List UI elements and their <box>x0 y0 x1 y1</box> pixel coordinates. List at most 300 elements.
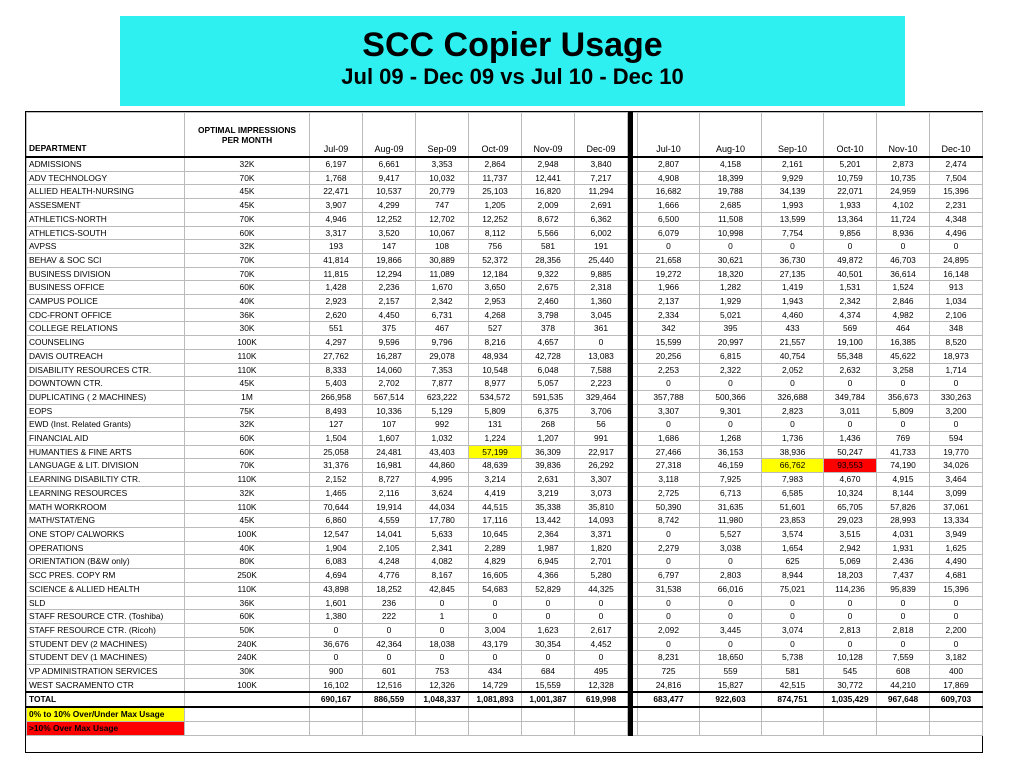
value-cell-2009: 236 <box>363 596 416 610</box>
value-cell-2009: 0 <box>575 336 628 350</box>
value-cell-2010: 36,614 <box>877 267 930 281</box>
value-cell-2009: 25,440 <box>575 253 628 267</box>
optimal-cell: 40K <box>185 295 310 309</box>
total-optimal-empty <box>185 692 310 707</box>
value-cell-2009: 44,034 <box>416 500 469 514</box>
department-cell: EOPS <box>27 404 185 418</box>
value-cell-2010: 10,128 <box>824 651 877 665</box>
value-cell-2009: 2,157 <box>363 295 416 309</box>
value-cell-2009: 5,566 <box>522 226 575 240</box>
value-cell-2010: 8,144 <box>877 486 930 500</box>
optimal-cell: 110K <box>185 582 310 596</box>
value-cell-2010: 4,982 <box>877 308 930 322</box>
value-cell-2010: 0 <box>700 418 762 432</box>
optimal-cell: 45K <box>185 514 310 528</box>
optimal-cell: 60K <box>185 432 310 446</box>
value-cell-2010: 8,936 <box>877 226 930 240</box>
value-cell-2010: 330,263 <box>930 390 983 404</box>
value-cell-2009: 52,829 <box>522 582 575 596</box>
value-cell-2010: 2,632 <box>824 363 877 377</box>
legend-empty-cell <box>575 721 628 735</box>
value-cell-2009: 1,205 <box>469 199 522 213</box>
value-cell-2010: 2,322 <box>700 363 762 377</box>
value-cell-2010: 29,023 <box>824 514 877 528</box>
value-cell-2010: 2,873 <box>877 157 930 171</box>
header-optimal-line2: PER MONTH <box>221 134 273 145</box>
value-cell-2009: 35,810 <box>575 500 628 514</box>
value-cell-2010: 11,724 <box>877 212 930 226</box>
value-cell-2009: 12,294 <box>363 267 416 281</box>
value-cell-2009: 0 <box>469 651 522 665</box>
value-cell-2009: 9,596 <box>363 336 416 350</box>
value-cell-2009: 329,464 <box>575 390 628 404</box>
value-cell-2009: 2,948 <box>522 157 575 171</box>
value-cell-2009: 2,009 <box>522 199 575 213</box>
department-cell: ATHLETICS-SOUTH <box>27 226 185 240</box>
value-cell-2009: 361 <box>575 322 628 336</box>
value-cell-2010: 1,282 <box>700 281 762 295</box>
value-cell-2010: 42,515 <box>762 678 824 692</box>
department-cell: STAFF RESOURCE CTR. (Ricoh) <box>27 623 185 637</box>
department-cell: COLLEGE RELATIONS <box>27 322 185 336</box>
value-cell-2010: 2,818 <box>877 623 930 637</box>
value-cell-2010: 22,071 <box>824 185 877 199</box>
value-cell-2010: 3,445 <box>700 623 762 637</box>
value-cell-2009: 3,520 <box>363 226 416 240</box>
value-cell-2010: 3,307 <box>638 404 700 418</box>
value-cell-2009: 534,572 <box>469 390 522 404</box>
table-row <box>27 610 983 624</box>
value-cell-2010: 0 <box>638 596 700 610</box>
legend-empty-cell <box>310 707 363 721</box>
value-cell-2009: 222 <box>363 610 416 624</box>
value-cell-2009: 5,129 <box>416 404 469 418</box>
header-month-2009: Nov-09 <box>522 113 575 158</box>
value-cell-2010: 3,011 <box>824 404 877 418</box>
value-cell-2009: 1,428 <box>310 281 363 295</box>
value-cell-2010: 5,201 <box>824 157 877 171</box>
value-cell-2009: 5,633 <box>416 527 469 541</box>
value-cell-2009: 10,645 <box>469 527 522 541</box>
total-value-2009: 1,048,337 <box>416 692 469 707</box>
value-cell-2009: 3,045 <box>575 308 628 322</box>
table-row <box>27 459 983 473</box>
department-cell: ASSESMENT <box>27 199 185 213</box>
optimal-cell: 45K <box>185 185 310 199</box>
value-cell-2009: 2,236 <box>363 281 416 295</box>
value-cell-2009: 0 <box>363 651 416 665</box>
legend-empty-cell <box>762 707 824 721</box>
value-cell-2010: 4,158 <box>700 157 762 171</box>
value-cell-2010: 1,714 <box>930 363 983 377</box>
value-cell-2010: 7,925 <box>700 473 762 487</box>
value-cell-2009: 1,032 <box>416 432 469 446</box>
value-cell-2010: 36,153 <box>700 445 762 459</box>
value-cell-2010: 74,190 <box>877 459 930 473</box>
value-cell-2009: 14,060 <box>363 363 416 377</box>
value-cell-2009: 7,217 <box>575 171 628 185</box>
value-cell-2010: 356,673 <box>877 390 930 404</box>
table-row <box>27 582 983 596</box>
value-cell-2009: 495 <box>575 665 628 679</box>
value-cell-2010: 4,681 <box>930 569 983 583</box>
value-cell-2010: 1,436 <box>824 432 877 446</box>
value-cell-2009: 4,694 <box>310 569 363 583</box>
value-cell-2009: 12,516 <box>363 678 416 692</box>
value-cell-2010: 4,102 <box>877 199 930 213</box>
value-cell-2010: 49,872 <box>824 253 877 267</box>
value-cell-2010: 2,813 <box>824 623 877 637</box>
department-cell: VP ADMINISTRATION SERVICES <box>27 665 185 679</box>
value-cell-2010: 3,200 <box>930 404 983 418</box>
department-cell: BUSINESS OFFICE <box>27 281 185 295</box>
value-cell-2010: 0 <box>638 240 700 254</box>
value-cell-2009: 3,317 <box>310 226 363 240</box>
value-cell-2009: 3,004 <box>469 623 522 637</box>
value-cell-2010: 0 <box>700 610 762 624</box>
value-cell-2009: 30,889 <box>416 253 469 267</box>
value-cell-2010: 0 <box>638 377 700 391</box>
value-cell-2009: 1,601 <box>310 596 363 610</box>
value-cell-2009: 6,945 <box>522 555 575 569</box>
department-cell: STAFF RESOURCE CTR. (Toshiba) <box>27 610 185 624</box>
value-cell-2010: 16,385 <box>877 336 930 350</box>
value-cell-2010: 30,772 <box>824 678 877 692</box>
header-month-2010: Aug-10 <box>700 113 762 158</box>
value-cell-2009: 11,089 <box>416 267 469 281</box>
value-cell-2010: 21,658 <box>638 253 700 267</box>
value-cell-2009: 2,702 <box>363 377 416 391</box>
value-cell-2009: 12,441 <box>522 171 575 185</box>
value-cell-2009: 2,864 <box>469 157 522 171</box>
value-cell-2009: 0 <box>310 651 363 665</box>
value-cell-2010: 581 <box>762 665 824 679</box>
value-cell-2010: 3,464 <box>930 473 983 487</box>
value-cell-2009: 36,676 <box>310 637 363 651</box>
value-cell-2009: 131 <box>469 418 522 432</box>
legend-empty-cell <box>700 707 762 721</box>
value-cell-2010: 13,599 <box>762 212 824 226</box>
department-cell: AVPSS <box>27 240 185 254</box>
total-value-2010: 683,477 <box>638 692 700 707</box>
value-cell-2009: 12,252 <box>469 212 522 226</box>
legend-empty-cell <box>185 707 310 721</box>
value-cell-2009: 527 <box>469 322 522 336</box>
value-cell-2009: 9,885 <box>575 267 628 281</box>
value-cell-2009: 4,268 <box>469 308 522 322</box>
value-cell-2010: 0 <box>824 418 877 432</box>
value-cell-2010: 769 <box>877 432 930 446</box>
value-cell-2010: 50,247 <box>824 445 877 459</box>
value-cell-2009: 19,866 <box>363 253 416 267</box>
table-row <box>27 623 983 637</box>
value-cell-2009: 4,452 <box>575 637 628 651</box>
value-cell-2010: 19,272 <box>638 267 700 281</box>
optimal-cell: 70K <box>185 212 310 226</box>
value-cell-2009: 43,898 <box>310 582 363 596</box>
value-cell-2009: 6,197 <box>310 157 363 171</box>
value-cell-2010: 0 <box>638 637 700 651</box>
value-cell-2010: 0 <box>877 610 930 624</box>
legend-empty-cell <box>522 721 575 735</box>
optimal-cell: 110K <box>185 349 310 363</box>
table-row <box>27 390 983 404</box>
value-cell-2009: 581 <box>522 240 575 254</box>
value-cell-2009: 0 <box>575 596 628 610</box>
value-cell-2010: 66,762 <box>762 459 824 473</box>
value-cell-2010: 2,725 <box>638 486 700 500</box>
department-cell: BEHAV & SOC SCI <box>27 253 185 267</box>
table-row <box>27 445 983 459</box>
value-cell-2009: 0 <box>469 610 522 624</box>
value-cell-2010: 114,236 <box>824 582 877 596</box>
value-cell-2009: 10,336 <box>363 404 416 418</box>
optimal-cell: 45K <box>185 199 310 213</box>
value-cell-2009: 12,702 <box>416 212 469 226</box>
table-row <box>27 185 983 199</box>
optimal-cell: 60K <box>185 445 310 459</box>
legend-empty-cell <box>310 721 363 735</box>
value-cell-2010: 1,524 <box>877 281 930 295</box>
optimal-cell: 60K <box>185 610 310 624</box>
value-cell-2010: 7,983 <box>762 473 824 487</box>
optimal-cell: 250K <box>185 569 310 583</box>
value-cell-2009: 8,167 <box>416 569 469 583</box>
total-value-2010: 922,603 <box>700 692 762 707</box>
value-cell-2010: 0 <box>824 637 877 651</box>
value-cell-2009: 48,639 <box>469 459 522 473</box>
usage-table <box>26 112 983 736</box>
value-cell-2010: 0 <box>877 418 930 432</box>
table-row <box>27 404 983 418</box>
table-row <box>27 171 983 185</box>
value-cell-2009: 4,776 <box>363 569 416 583</box>
value-cell-2010: 2,137 <box>638 295 700 309</box>
value-cell-2010: 55,348 <box>824 349 877 363</box>
value-cell-2010: 37,061 <box>930 500 983 514</box>
optimal-cell: 100K <box>185 336 310 350</box>
optimal-cell: 40K <box>185 541 310 555</box>
value-cell-2009: 12,184 <box>469 267 522 281</box>
value-cell-2010: 608 <box>877 665 930 679</box>
page-title: SCC Copier Usage <box>362 26 663 64</box>
value-cell-2009: 6,731 <box>416 308 469 322</box>
value-cell-2010: 1,034 <box>930 295 983 309</box>
value-cell-2009: 2,923 <box>310 295 363 309</box>
value-cell-2010: 0 <box>824 596 877 610</box>
value-cell-2010: 2,474 <box>930 157 983 171</box>
value-cell-2010: 15,599 <box>638 336 700 350</box>
value-cell-2009: 0 <box>522 596 575 610</box>
value-cell-2010: 433 <box>762 322 824 336</box>
value-cell-2009: 3,353 <box>416 157 469 171</box>
value-cell-2010: 4,374 <box>824 308 877 322</box>
value-cell-2009: 1,607 <box>363 432 416 446</box>
value-cell-2009: 0 <box>575 610 628 624</box>
value-cell-2010: 3,574 <box>762 527 824 541</box>
value-cell-2009: 1,380 <box>310 610 363 624</box>
value-cell-2009: 70,644 <box>310 500 363 514</box>
value-cell-2009: 3,706 <box>575 404 628 418</box>
value-cell-2010: 342 <box>638 322 700 336</box>
value-cell-2009: 25,058 <box>310 445 363 459</box>
value-cell-2009: 601 <box>363 665 416 679</box>
value-cell-2009: 0 <box>522 610 575 624</box>
table-row <box>27 418 983 432</box>
value-cell-2010: 0 <box>930 418 983 432</box>
value-cell-2009: 10,537 <box>363 185 416 199</box>
value-cell-2010: 16,682 <box>638 185 700 199</box>
value-cell-2010: 1,654 <box>762 541 824 555</box>
value-cell-2009: 4,299 <box>363 199 416 213</box>
value-cell-2010: 10,324 <box>824 486 877 500</box>
value-cell-2009: 6,048 <box>522 363 575 377</box>
value-cell-2009: 1,904 <box>310 541 363 555</box>
value-cell-2010: 0 <box>762 240 824 254</box>
table-row <box>27 569 983 583</box>
department-cell: COUNSELING <box>27 336 185 350</box>
value-cell-2010: 5,738 <box>762 651 824 665</box>
total-value-2009: 886,559 <box>363 692 416 707</box>
total-value-2009: 1,081,893 <box>469 692 522 707</box>
optimal-cell: 60K <box>185 226 310 240</box>
table-row <box>27 527 983 541</box>
header-month-2010: Jul-10 <box>638 113 700 158</box>
value-cell-2010: 3,118 <box>638 473 700 487</box>
value-cell-2009: 6,860 <box>310 514 363 528</box>
value-cell-2010: 400 <box>930 665 983 679</box>
value-cell-2010: 0 <box>700 555 762 569</box>
value-cell-2010: 23,853 <box>762 514 824 528</box>
value-cell-2009: 756 <box>469 240 522 254</box>
value-cell-2010: 31,635 <box>700 500 762 514</box>
table-row <box>27 596 983 610</box>
value-cell-2009: 17,780 <box>416 514 469 528</box>
value-cell-2010: 1,268 <box>700 432 762 446</box>
value-cell-2010: 1,929 <box>700 295 762 309</box>
value-cell-2010: 3,949 <box>930 527 983 541</box>
value-cell-2009: 36,309 <box>522 445 575 459</box>
department-cell: LANGUAGE & LIT. DIVISION <box>27 459 185 473</box>
value-cell-2009: 16,102 <box>310 678 363 692</box>
value-cell-2009: 14,041 <box>363 527 416 541</box>
value-cell-2010: 50,390 <box>638 500 700 514</box>
header-month-2010: Sep-10 <box>762 113 824 158</box>
value-cell-2010: 2,253 <box>638 363 700 377</box>
value-cell-2010: 40,754 <box>762 349 824 363</box>
value-cell-2009: 27,762 <box>310 349 363 363</box>
value-cell-2009: 31,376 <box>310 459 363 473</box>
value-cell-2010: 45,622 <box>877 349 930 363</box>
value-cell-2010: 2,106 <box>930 308 983 322</box>
value-cell-2009: 0 <box>575 651 628 665</box>
value-cell-2009: 7,877 <box>416 377 469 391</box>
department-cell: MATH WORKROOM <box>27 500 185 514</box>
value-cell-2010: 395 <box>700 322 762 336</box>
value-cell-2009: 1,224 <box>469 432 522 446</box>
department-cell: SLD <box>27 596 185 610</box>
value-cell-2009: 3,307 <box>575 473 628 487</box>
value-cell-2010: 6,585 <box>762 486 824 500</box>
legend-empty-cell <box>877 721 930 735</box>
value-cell-2010: 0 <box>638 418 700 432</box>
value-cell-2009: 147 <box>363 240 416 254</box>
value-cell-2009: 9,417 <box>363 171 416 185</box>
value-cell-2009: 1,820 <box>575 541 628 555</box>
value-cell-2009: 753 <box>416 665 469 679</box>
legend-empty-cell <box>469 721 522 735</box>
value-cell-2009: 4,297 <box>310 336 363 350</box>
value-cell-2010: 0 <box>877 240 930 254</box>
department-cell: SCC PRES. COPY RM <box>27 569 185 583</box>
legend-empty-cell <box>363 707 416 721</box>
value-cell-2010: 10,998 <box>700 226 762 240</box>
value-cell-2009: 8,977 <box>469 377 522 391</box>
value-cell-2009: 684 <box>522 665 575 679</box>
value-cell-2010: 11,508 <box>700 212 762 226</box>
table-row <box>27 432 983 446</box>
department-cell: DUPLICATING ( 2 MACHINES) <box>27 390 185 404</box>
value-cell-2009: 992 <box>416 418 469 432</box>
value-cell-2009: 18,252 <box>363 582 416 596</box>
value-cell-2009: 9,796 <box>416 336 469 350</box>
value-cell-2010: 5,021 <box>700 308 762 322</box>
legend-empty-cell <box>638 721 700 735</box>
optimal-cell: 100K <box>185 527 310 541</box>
value-cell-2009: 3,073 <box>575 486 628 500</box>
table-row <box>27 281 983 295</box>
value-cell-2010: 0 <box>824 240 877 254</box>
value-cell-2010: 2,685 <box>700 199 762 213</box>
value-cell-2010: 625 <box>762 555 824 569</box>
value-cell-2009: 2,691 <box>575 199 628 213</box>
value-cell-2010: 1,943 <box>762 295 824 309</box>
legend-empty-cell <box>522 707 575 721</box>
value-cell-2009: 12,252 <box>363 212 416 226</box>
value-cell-2009: 4,829 <box>469 555 522 569</box>
header-month-2010: Dec-10 <box>930 113 983 158</box>
table-body <box>27 157 983 735</box>
table-row <box>27 541 983 555</box>
value-cell-2009: 5,403 <box>310 377 363 391</box>
value-cell-2009: 1,360 <box>575 295 628 309</box>
value-cell-2009: 1,987 <box>522 541 575 555</box>
value-cell-2009: 1,670 <box>416 281 469 295</box>
value-cell-2010: 4,908 <box>638 171 700 185</box>
value-cell-2010: 15,827 <box>700 678 762 692</box>
value-cell-2010: 6,079 <box>638 226 700 240</box>
value-cell-2010: 1,933 <box>824 199 877 213</box>
value-cell-2010: 4,670 <box>824 473 877 487</box>
legend-empty-cell <box>575 707 628 721</box>
department-cell: CDC-FRONT OFFICE <box>27 308 185 322</box>
value-cell-2010: 0 <box>700 596 762 610</box>
value-cell-2009: 4,946 <box>310 212 363 226</box>
value-cell-2010: 6,500 <box>638 212 700 226</box>
optimal-cell: 75K <box>185 404 310 418</box>
optimal-cell: 50K <box>185 623 310 637</box>
value-cell-2010: 2,334 <box>638 308 700 322</box>
value-cell-2010: 11,980 <box>700 514 762 528</box>
value-cell-2009: 3,219 <box>522 486 575 500</box>
value-cell-2010: 0 <box>930 610 983 624</box>
value-cell-2009: 1,623 <box>522 623 575 637</box>
value-cell-2010: 34,026 <box>930 459 983 473</box>
value-cell-2010: 0 <box>700 377 762 391</box>
value-cell-2010: 348 <box>930 322 983 336</box>
value-cell-2010: 20,997 <box>700 336 762 350</box>
department-cell: MATH/STAT/ENG <box>27 514 185 528</box>
